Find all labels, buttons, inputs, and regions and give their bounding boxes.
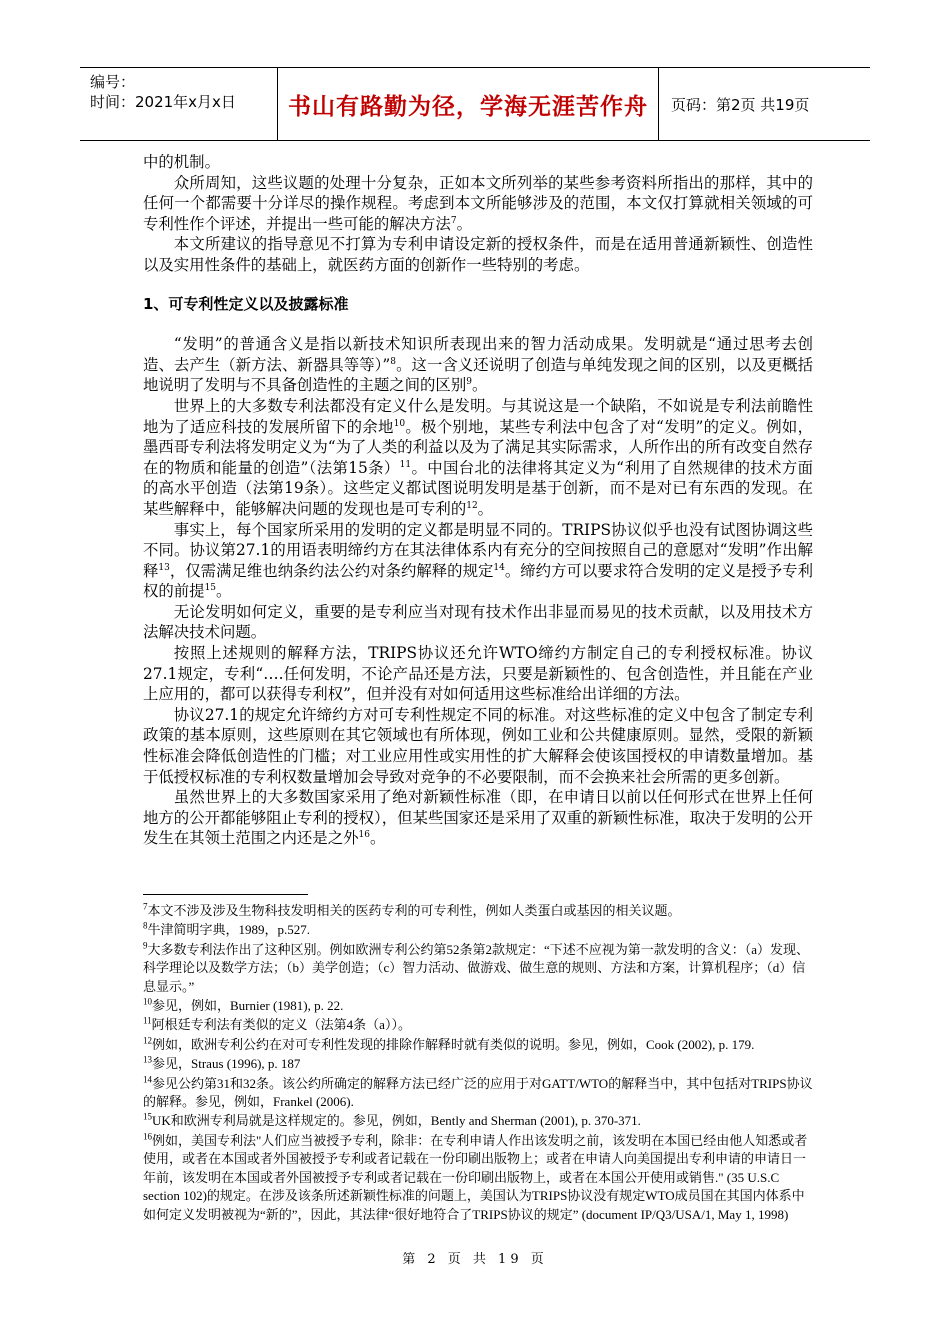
footnote-ref: 13 [158, 562, 170, 573]
footnote-ref: 10 [393, 418, 406, 429]
footnote: $^9$大多数专利法作出了这种区别。例如欧洲专利公约第52条第2款规定：“下述不应视为第一款发明的含义：（a）发现、科学理论以及数学方法；（b）美学创造；（c）智力活动、做游戏、做生意的规则、方法和方案，计算机程序；（d）信息显示。” [143, 940, 810, 994]
footnotes [143, 902, 813, 1225]
paragraph: “发明”的普通含义是指以新技术知识所表现出来的智力活动成果。发明就是“通过思考去创造、去产生（新方法、新器具等等）”$^8$。这一含义还说明了创造与单纯发现之间的区别，以及更概括地说明了发明与不具备创造性的主题之间的区别$^9$。 [143, 335, 813, 395]
document-number-label: 编号： [90, 73, 136, 91]
page-number: 第 2 页 共 19 页 [402, 1252, 548, 1267]
footnote-separator [143, 894, 308, 895]
paragraph: 众所周知，这些议题的处理十分复杂，正如本文所列举的某些参考资料所指出的那样，其中的任何一个都需要十分详尽的操作规程。考虑到本文所能够涉及的范围，本文仅打算就相关领域的可专利性作个评述，并提出一些可能的解决方法$^7$。 [143, 173, 813, 233]
footnote-ref: 14 [493, 562, 505, 573]
header-page-info: 页码：第2页 共19页 [671, 95, 810, 114]
paragraph: 世界上的大多数专利法都没有定义什么是发明。与其说这是一个缺陷，不如说是专利法前瞻性地为了适应科技的发展所留下的余地$^{10}$。极个别地，某些专利法中包含了对“发明”的定义。例如，墨西哥专利法将发明定义为“为了人类的利益以及为了满足其实际需求，人所作出的所有改变自然存在的物质和能量的创造”（法第15条）$^{11}$。中国台北的法律将其定义为“利用了自然规律的技术方面的高水平创造（法第19条）。这些定义都试图说明发明是基于创新，而不是对已有东西的发现。在某些解释中，能够解决问题的发现也是可专利的$^{12}$。 [143, 396, 813, 518]
footnote-ref: 7 [450, 215, 457, 226]
paragraph: 按照上述规则的解释方法，TRIPS协议还允许WTO缔约方制定自己的专利授权标准。协议27.1规定，专利“….任何发明，不论产品还是方法，只要是新颖性的、包含创造性，并且能在产业上应用的，都可以获得专利权”，但并没有对如何适用这些标准给出详细的方法。 [143, 644, 813, 704]
paragraph: 本文所建议的指导意见不打算为专利申请设定新的授权条件，而是在适用普通新颖性、创造性以及实用性条件的基础上，就医药方面的创新作一些特别的考虑。 [143, 235, 813, 274]
footnote-ref: 15 [204, 583, 217, 594]
paragraph: 中的机制。 [143, 153, 220, 171]
paragraph: 事实上，每个国家所采用的发明的定义都是明显不同的。TRIPS协议似乎也没有试图协调这些不同。协议第27.1的用语表明缔约方在其法律体系内有充分的空间按照自己的意愿对“发明”作出解释$^{13}$，仅需满足维也纳条约法公约对条约解释的规定$^{14}$。缔约方可以要求符合发明的定义是授予专利权的前提$^{15}$。 [143, 520, 813, 601]
footnote-ref: 9 [466, 377, 472, 388]
paragraph: 无论发明如何定义，重要的是专利应当对现有技术作出非显而易见的技术贡献，以及用技术方法解决技术问题。 [143, 602, 813, 642]
footnote: $^{11}$阿根廷专利法有类似的定义（法第4条（a））。 [143, 1016, 411, 1033]
footnote: $^{16}$例如，美国专利法"人们应当被授予专利，除非：在专利申请人作出该发明之前，该发明在本国已经由他人知悉或者使用，或者在本国或者外国被授予专利或者记载在一份印刷出版物上；或者在申请人向美国提出专利申请的申请日一年前，该发明在本国或者外国被授予专利或者记载在一份印刷出版物上，或者在本国公开使用或销售." (35 U.S.C section 102)的规定。在涉及该条所述新颖性标准的问题上，美国认为TRIPS协议没有规定WTO成员国在其国内体系中如何定义发明被视为“新的”，因此，其法律“很好地符合了TRIPS协议的规定” (document IP/Q3/USA/1, May 1, 1998) [143, 1131, 808, 1222]
footnote-ref: 16 [358, 830, 370, 841]
header-meta [80, 68, 278, 140]
footnote-ref: 11 [399, 459, 412, 470]
header-motto: 书山有路勤为径，学海无涯苦作舟 [278, 68, 659, 140]
paragraph: 协议27.1的规定允许缔约方对可专利性规定不同的标准。对这些标准的定义中包含了制定专利政策的基本原则，这些原则在其它领域也有所体现，例如工业和公共健康原则。显然，受限的新颖性标准会降低创造性的门槛；对工业应用性或实用性的扩大解释会使该国授权的申请数量增加。基于低授权标准的专利权数量增加会导致对竞争的不必要限制，而不会换来社会所需的更多创新。 [143, 705, 813, 786]
footnote: $^{13}$参见，Straus (1996), p. 187 [143, 1054, 301, 1072]
footnote-ref: 8 [390, 356, 397, 367]
footnote: $^{14}$参见公约第31和32条。该公约所确定的解释方法已经广泛的应用于对GATT/WTO的解释当中，其中包括对TRIPS协议的解释。参见，例如，Frankel (2006). [143, 1074, 813, 1110]
page-header [80, 67, 870, 141]
document-date: 时间：2021年x月x日 [90, 93, 236, 111]
footnote: $^{15}$UK和欧洲专利局就是这样规定的。参见，例如，Bently and Sherman (2001), p. 370-371. [143, 1112, 641, 1129]
footnote-ref: 12 [466, 500, 478, 511]
paragraph: 虽然世界上的大多数国家采用了绝对新颖性标准（即，在申请日以前以任何形式在世界上任何地方的公开都能够阻止专利的授权），但某些国家还是采用了双重的新颖性标准，取决于发明的公开发生在其领土范围之内还是之外$^{16}$。 [143, 788, 813, 848]
footnote: $^{12}$例如，欧洲专利公约在对可专利性发现的排除作解释时就有类似的说明。参见，例如，Cook (2002), p. 179. [143, 1035, 755, 1052]
section-heading: 1、可专利性定义以及披露标准 [143, 294, 349, 313]
main-content [143, 152, 813, 849]
footnote: $^7$本文不涉及涉及生物科技发明相关的医药专利的可专利性，例如人类蛋白或基因的相关议题。 [143, 901, 681, 918]
footnote: $^{10}$参见，例如，Burnier (1981), p. 22. [143, 996, 344, 1014]
footnote: $^8$牛津简明字典，1989，p.527. [143, 921, 311, 938]
